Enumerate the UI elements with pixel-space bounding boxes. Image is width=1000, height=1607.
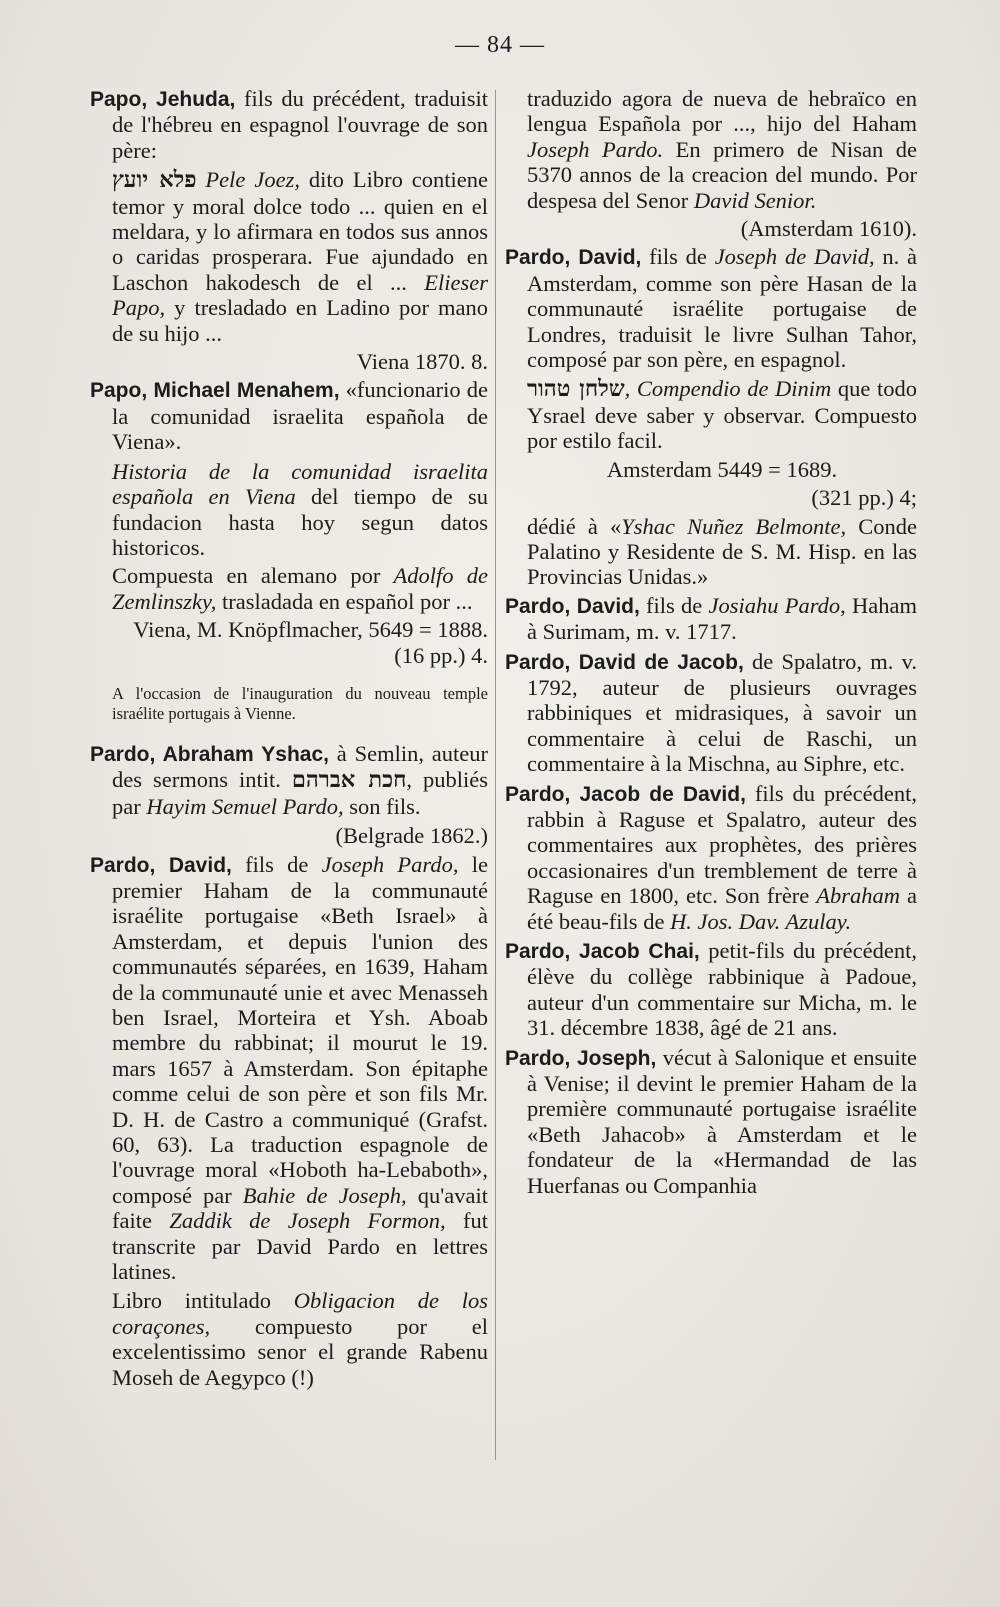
entry-text: , publiés par — [112, 767, 488, 819]
entry-text: le premier Haham de la communauté israélite portugaise «Beth Israel» à Amsterdam, et depuis l'union des communautés séparées, en 1639, Haham de la communauté unie et avec Menasseh ben Israel, Morteira et Ysh. Aboab membre du rabbinat; il mourut le 19. mars 1657 à Amsterdam. Son épitaphe comme celui de son père et son fils Mr. D. H. de Castro a communiqué (Grafst. 60, 63). La traduction espagnole de l'ouvrage moral «Hoboth ha-Lebaboth», composé par — [112, 851, 488, 1208]
footnote: A l'occasion de l'inauguration du nouveau temple israélite portugais à Vienne. — [112, 684, 488, 724]
book-title: Historia de la comunidad israelita española en Viena — [112, 458, 488, 510]
entry-text: fils de — [231, 851, 322, 877]
person-name: Zaddik de Joseph Formon, — [169, 1208, 446, 1234]
person-name: Adolfo de Zemlinszky, — [112, 563, 488, 614]
book-title: , Compendio de Dinim — [624, 376, 832, 402]
entry-papo-jehuda — [90, 86, 488, 163]
entry-text: son fils. — [343, 793, 421, 819]
publication-place: Viena 1870. 8. — [356, 349, 488, 375]
entry-text: fils du précédent, rabbin à Raguse et Spalatro, auteur des commentaires aux prophètes, des prières occasionaires d'un tremblement de terre à Raguse en 1800, etc. Son frère — [527, 780, 917, 909]
entry-text: vécut à Salonique et ensuite à Venise; il devint le premier Haham de la première communauté portugaise israélite «Beth Jahacob» à Amsterdam et le fondateur de la «Hermandad de las Huerfanas ou Companhia — [527, 1044, 918, 1198]
publication-place: Amsterdam 5449 = 1689. — [606, 456, 838, 482]
book-description: traduzido agora de nueva de hebraïco en lengua Española por ..., hijo del Haham — [527, 86, 917, 137]
entry-heading: Pardo, David, — [90, 853, 232, 877]
book-description: Libro intitulado — [112, 1288, 294, 1314]
book-description: trasladada en español por ... — [216, 588, 473, 614]
entry-pardo-joseph — [505, 1045, 917, 1198]
entry-text: n. à Amsterdam, comme son père Hasan de la communauté israélite portugaise de Londres, traduisit le livre Sulhan Tahor, composé par son père, en espagnol. — [527, 244, 917, 373]
entry-pardo-david — [90, 852, 488, 1285]
person-name: H. Jos. Dav. Azulay. — [670, 908, 852, 934]
entry-pardo-david-joseph — [505, 244, 917, 372]
publication-format: (321 pp.) 4; — [811, 485, 917, 511]
entry-text: de Spalatro, m. v. 1792, auteur de plusieurs ouvrages rabbiniques et midrasiques, à savoir un commentaire à celui de Raschi, un commentaire à la Mischna, au Siphre, etc. — [527, 648, 917, 777]
entry-text: qu'avait faite — [112, 1182, 489, 1234]
left-column — [90, 86, 488, 1393]
entry-text: petit-fils du précédent, élève du collège rabbinique à Padoue, auteur d'un commentaire sur Micha, m. le 31. décembre 1838, âgé de 21 ans. — [527, 938, 917, 1041]
entry-continuation — [505, 86, 917, 213]
person-name: Abraham — [816, 883, 901, 909]
entry-text: fils du précédent, traduisit de l'hébreu en espagnol l'ouvrage de son père: — [112, 86, 488, 163]
entry-text: a été beau-fils de — [527, 883, 917, 934]
entry-pardo-david-de-jacob — [505, 649, 917, 777]
entry-text: Haham à Surimam, m. v. 1717. — [527, 592, 917, 645]
entry-text: à Semlin, auteur des sermons intit. — [112, 740, 488, 793]
entry-pardo-jacob-de-david — [505, 781, 917, 934]
book-description: En primero de Nisan de 5370 annos de la creacion del mundo. Por despesa del Senor — [527, 136, 917, 213]
book-description: que todo Ysrael deve saber y observar. Compuesto por estilo facil. — [527, 376, 917, 454]
entry-papo-michael — [90, 377, 488, 454]
dedication — [505, 514, 917, 590]
entry-text: fils de — [639, 592, 709, 618]
person-name: Joseph de David, — [714, 244, 875, 270]
dedication-text: dédié à « — [527, 513, 622, 539]
entry-heading: Pardo, David de Jacob, — [505, 650, 744, 674]
person-name: Joseph Pardo. — [527, 136, 664, 162]
publication-place: (Belgrade 1862.) — [335, 823, 488, 849]
book-title: Pele Joez, — [196, 167, 300, 193]
entry-heading: Pardo, Jacob Chai, — [505, 940, 700, 963]
entry-text: fils de — [641, 244, 715, 270]
right-column — [505, 86, 917, 1202]
person-name: Hayim Semuel Pardo, — [146, 793, 344, 819]
book-title: Obligacion de los coraçones, — [112, 1288, 488, 1339]
entry-book — [90, 167, 488, 346]
book-description: del tiempo de su fundacion hasta hoy segun datos historicos. — [112, 484, 488, 560]
entry-heading: Papo, Jehuda, — [90, 88, 236, 111]
person-name: Yshac Nuñez Belmonte, — [621, 513, 847, 539]
person-name: Joseph Pardo, — [321, 851, 459, 877]
publication-place: (Amsterdam 1610). — [740, 216, 917, 242]
book-description: Compuesta en alemano por — [112, 563, 394, 589]
entry-pardo-abraham — [90, 741, 488, 819]
hebrew-title: שלחן טהור — [527, 376, 625, 403]
entry-book — [505, 376, 917, 453]
publication-place: Viena, M. Knöpflmacher, 5649 = 1888. (16 pp.) 4. — [133, 617, 488, 668]
book-description: dito Libro contiene temor y moral dolce todo ... quien en el meldara, y lo afirmara en todos sus annos o caridas prosperara. Fue ajundado en Laschon hakodesch de el ... — [112, 167, 488, 295]
dedication-text: Conde Palatino y Residente de S. M. Hisp. en las Provincias Unidas.» — [527, 513, 917, 590]
entry-book — [90, 459, 488, 561]
hebrew-title: חכת אברהם — [291, 767, 407, 794]
entry-heading: Pardo, Abraham Yshac, — [90, 742, 329, 766]
entry-book — [90, 1288, 488, 1390]
entry-book-note — [90, 563, 488, 614]
book-description: y tresladado en Ladino por mano de su hijo ... — [112, 295, 488, 346]
entry-text: «funcionario de la comunidad israelita española de Viena». — [112, 377, 488, 455]
entry-text: fut transcrite par David Pardo en lettres latines. — [112, 1208, 489, 1285]
column-divider — [495, 90, 496, 1460]
book-description: compuesto por el excelentissimo senor el grande Rabenu Moseh de Aegypco (!) — [112, 1313, 488, 1390]
entry-heading: Pardo, David, — [505, 594, 640, 618]
page-number: — 84 — — [455, 32, 545, 58]
person-name: David Senior. — [693, 187, 817, 213]
entry-pardo-jacob-chai — [505, 938, 917, 1041]
person-name: Bahie de Joseph, — [242, 1182, 407, 1208]
entry-heading: Pardo, Joseph, — [505, 1046, 657, 1070]
entry-heading: Pardo, Jacob de David, — [505, 782, 746, 806]
entry-heading: Pardo, David, — [505, 246, 642, 270]
entry-heading: Papo, Michael Menahem, — [90, 379, 340, 403]
person-name: Josiahu Pardo, — [708, 592, 846, 618]
entry-pardo-david-josiahu — [505, 593, 917, 645]
hebrew-title: פלא יועץ — [112, 167, 197, 194]
person-name: Elieser Papo, — [112, 269, 488, 321]
